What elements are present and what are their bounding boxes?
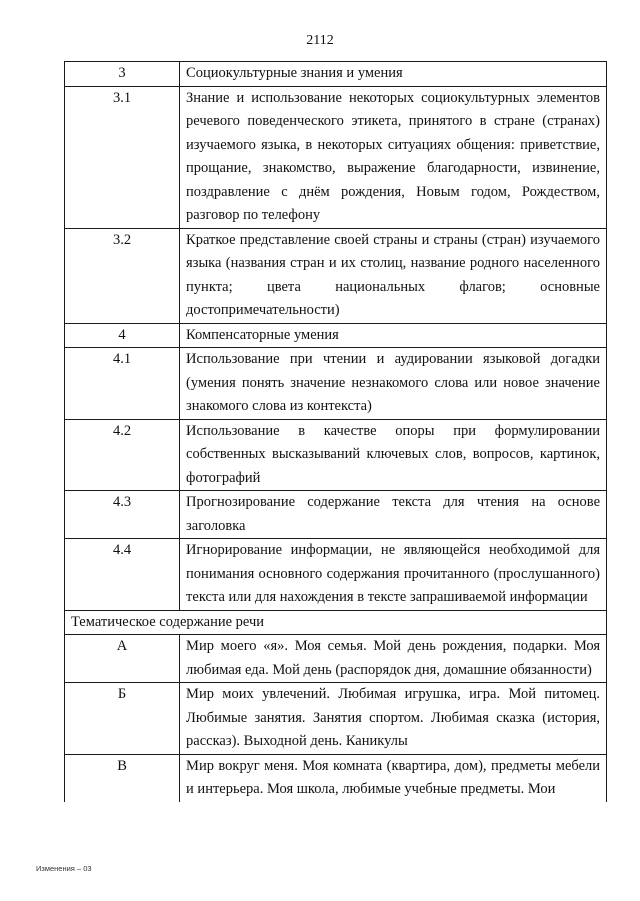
row-text: Краткое представление своей страны и страны (стран) изучаемого языка (названия стран и их столиц, название родного населенного пункта; цвета национальных флагов; основные достопримечательности) (180, 228, 607, 323)
row-number: 4.3 (65, 491, 180, 539)
table-row (65, 539, 607, 611)
row-number: 3 (65, 62, 180, 87)
row-text: Использование в качестве опоры при формулировании собственных высказываний ключевых слов, вопросов, картинок, фотографий (180, 419, 607, 491)
table-row (65, 348, 607, 420)
row-text: Социокультурные знания и умения (180, 62, 607, 87)
footer-note: Изменения – 03 (36, 864, 92, 873)
row-text: Использование при чтении и аудировании языковой догадки (умения понять значение незнакомого слова или новое значение знакомого слова из контекста) (180, 348, 607, 420)
row-number: 4.4 (65, 539, 180, 611)
row-text: Мир моих увлечений. Любимая игрушка, игра. Мой питомец. Любимые занятия. Занятия спортом. Любимая сказка (история, рассказ). Выходной день. Каникулы (180, 683, 607, 755)
row-number: А (65, 635, 180, 683)
section-heading: Тематическое содержание речи (65, 610, 607, 635)
row-number: 4.2 (65, 419, 180, 491)
row-number: 4.1 (65, 348, 180, 420)
row-number: 3.2 (65, 228, 180, 323)
row-number: В (65, 754, 180, 802)
row-number: 3.1 (65, 86, 180, 228)
row-text: Игнорирование информации, не являющейся необходимой для понимания основного содержания прочитанного (прослушанного) текста или для нахождения в тексте запрашиваемой информации (180, 539, 607, 611)
table-row (65, 635, 607, 683)
table-row (65, 62, 607, 87)
row-text: Прогнозирование содержание текста для чтения на основе заголовка (180, 491, 607, 539)
table-row (65, 754, 607, 802)
row-number: 4 (65, 323, 180, 348)
row-text: Компенсаторные умения (180, 323, 607, 348)
row-text: Мир моего «я». Моя семья. Мой день рождения, подарки. Моя любимая еда. Мой день (распорядок дня, домашние обязанности) (180, 635, 607, 683)
table-row (65, 683, 607, 755)
table-row (65, 86, 607, 228)
section-heading-row (65, 610, 607, 635)
content-table (64, 61, 607, 802)
row-text: Знание и использование некоторых социокультурных элементов речевого поведенческого этикета, принятого в стране (странах) изучаемого языка, в некоторых ситуациях общения: приветствие, прощание, знакомство, выражение благодарности, извинение, поздравление с днём рождения, Новым годом, Рождеством, разговор по телефону (180, 86, 607, 228)
table-row (65, 491, 607, 539)
table-row (65, 228, 607, 323)
page-number: 2112 (306, 33, 334, 48)
table-row (65, 419, 607, 491)
table-row (65, 323, 607, 348)
row-text: Мир вокруг меня. Моя комната (квартира, дом), предметы мебели и интерьера. Моя школа, любимые учебные предметы. Мои (180, 754, 607, 802)
row-number: Б (65, 683, 180, 755)
